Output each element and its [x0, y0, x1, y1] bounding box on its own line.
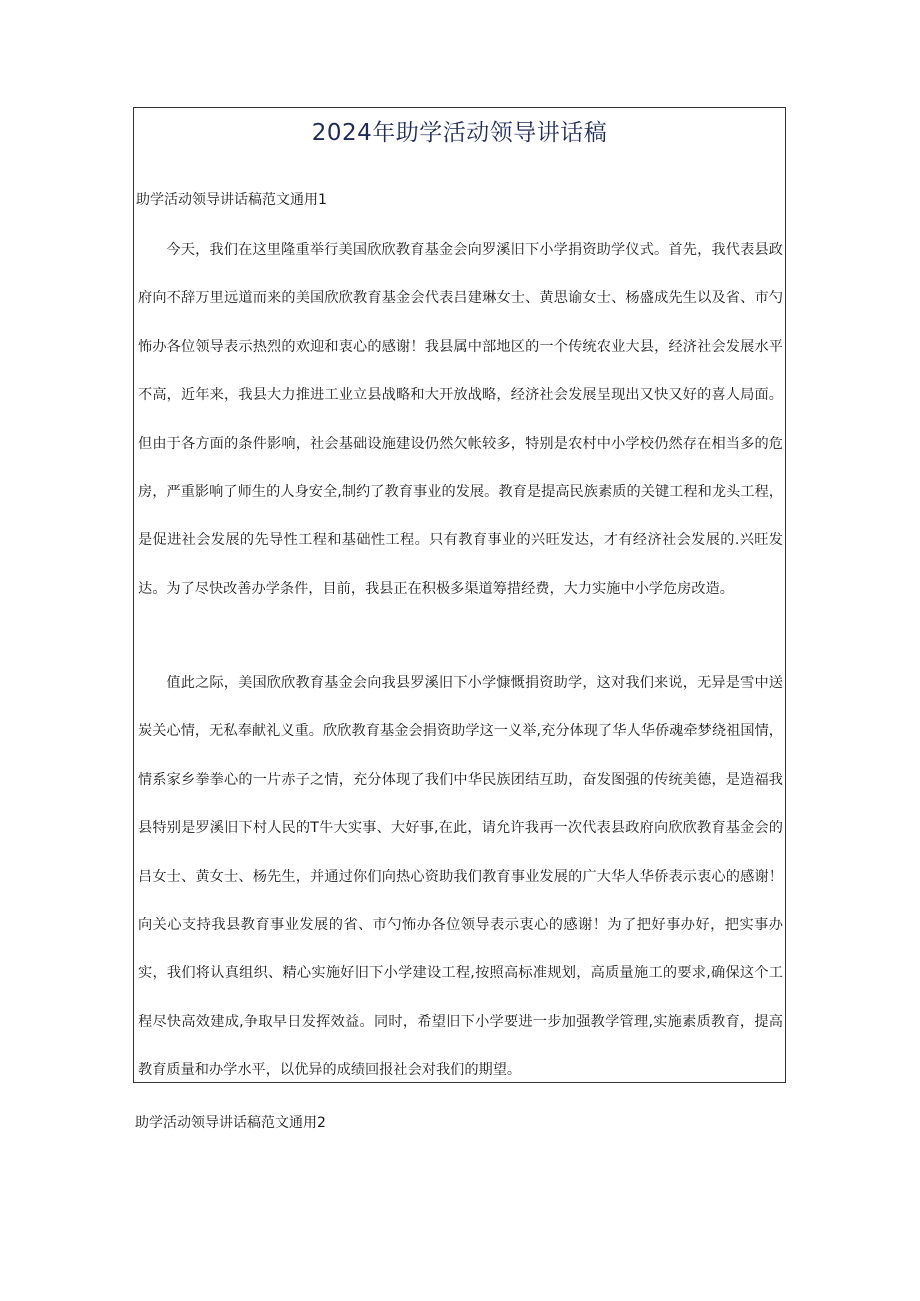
paragraph-1: 今天，我们在这里隆重举行美国欣欣教育基金会向罗溪旧下小学捐资助学仪式。首先，我代表县政府向不辞万里远道而来的美国欣欣教育基金会代表吕建琳女士、黄思谕女士、杨盛成先生以及省、市勺怖办各位领导表示热烈的欢迎和衷心的感谢！我县属中部地区的一个传统农业大县，经济社会发展水平不高，近年来，我县大力推进工业立县战略和大开放战略，经济社会发展呈现出又快又好的喜人局面。但由于各方面的条件影响，社会基础设施建设仍然欠帐较多，特别是农村中小学校仍然存在相当多的危房，严重影响了师生的人身安全,制约了教育事业的发展。教育是提高民族素质的关键工程和龙头工程，是促进社会发展的先导性工程和基础性工程。只有教育事业的兴旺发达，才有经济社会发展的.兴旺发达。为了尽快改善办学条件，目前，我县正在积极多渠道筹措经费，大力实施中小学危房改造。 [138, 242, 783, 597]
section-heading-2: 助学活动领导讲话稿范文通用2 [135, 1115, 326, 1131]
section-heading-1: 助学活动领导讲话稿范文通用1 [136, 192, 327, 208]
document-frame [133, 107, 786, 1083]
document-title: 2024年助学活动领导讲话稿 [311, 120, 608, 146]
paragraph-2: 值此之际，美国欣欣教育基金会向我县罗溪旧下小学慷慨捐资助学，这对我们来说，无异是雪中送炭关心情，无私奉献礼义重。欣欣教育基金会捐资助学这一义举,充分体现了华人华侨魂牵梦绕祖国情，情系家乡拳拳心的一片赤子之情，充分体现了我们中华民族团结互助，奋发图强的传统美德，是造福我县特别是罗溪旧下村人民的T牛大实事、大好事,在此，请允许我再一次代表县政府向欣欣教育基金会的吕女士、黄女士、杨先生，并通过你们向热心资助我们教育事业发展的广大华人华侨表示衷心的感谢！向关心支持我县教育事业发展的省、市勺怖办各位领导表示衷心的感谢！为了把好事办好，把实事办实，我们将认真组织、精心实施好旧下小学建设工程,按照高标准规划，高质量施工的要求,确保这个工程尽快高效建成,争取早日发挥效益。同时，希望旧下小学要进一步加强教学管理,实施素质教育，提高教育质量和办学水平，以优异的成绩回报社会对我们的期望。 [138, 675, 783, 1079]
